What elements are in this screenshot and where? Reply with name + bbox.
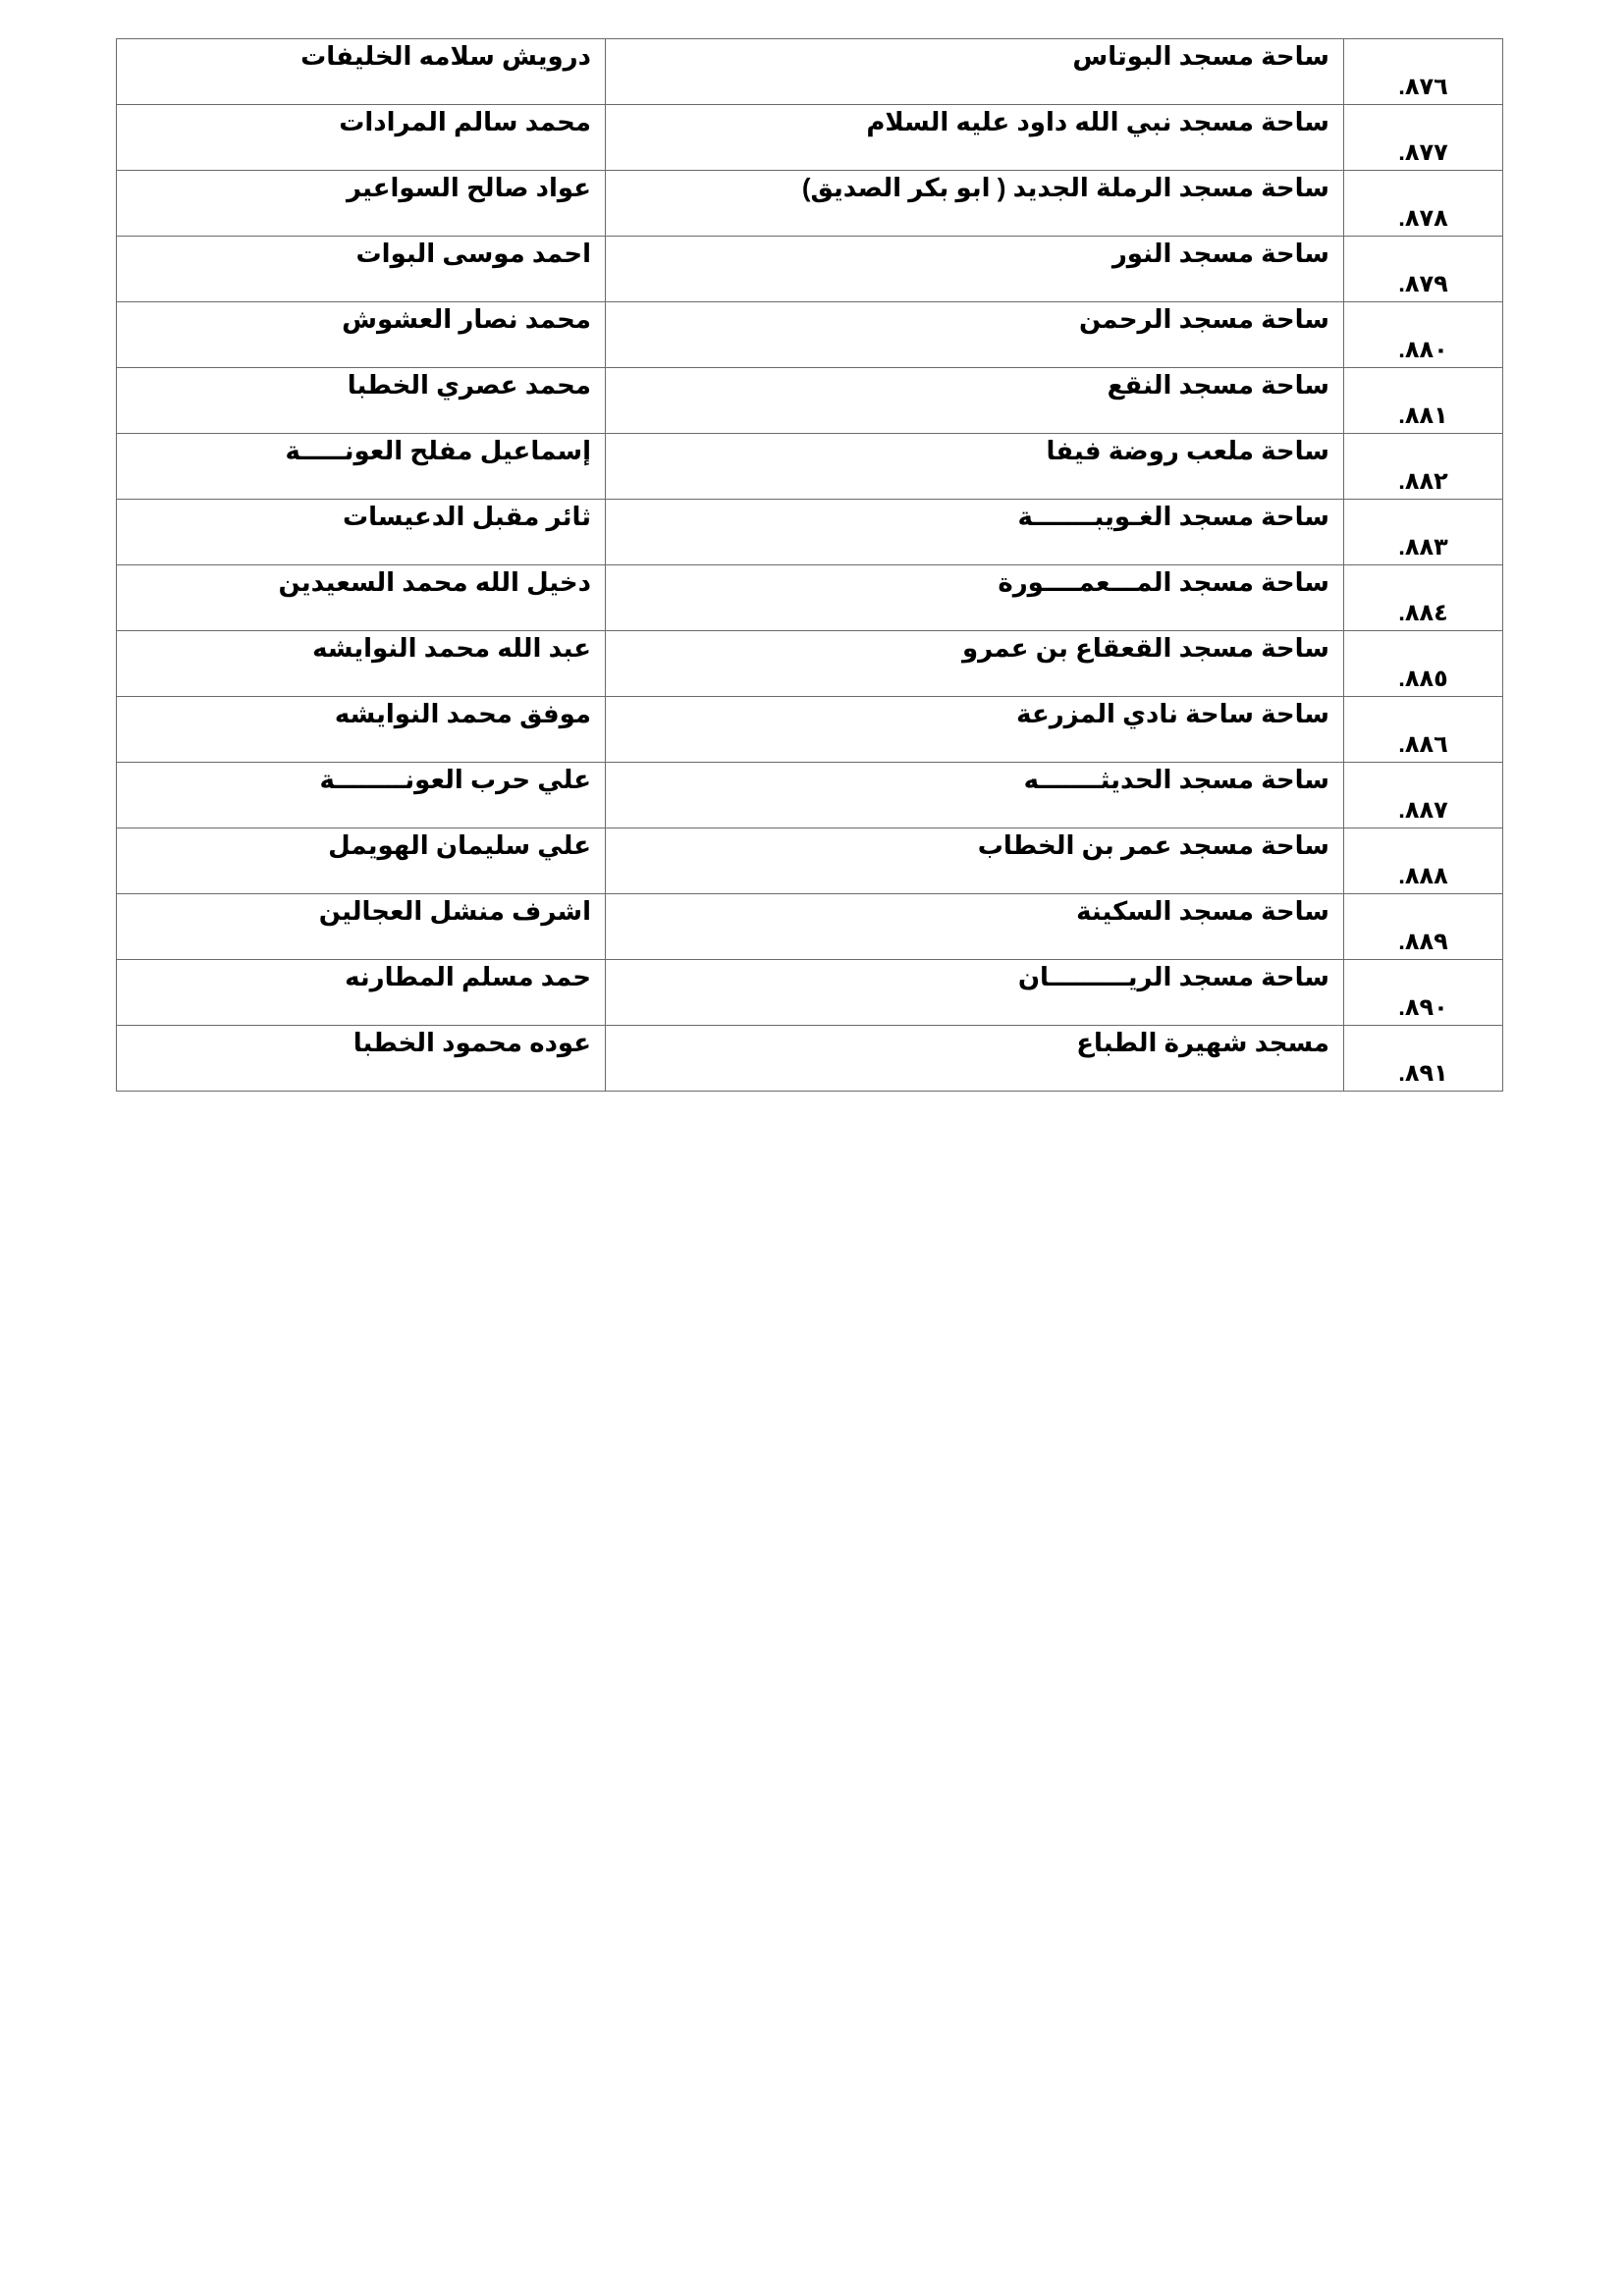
table-row (117, 368, 1503, 434)
location-cell: ساحة مسجد الحديثـــــــه (606, 763, 1344, 828)
imam-name-cell: موفق محمد النوايشه (117, 697, 606, 763)
imam-name-cell: محمد عصري الخطبا (117, 368, 606, 434)
table-row (117, 763, 1503, 828)
row-number: ٨٨٦. (1398, 731, 1448, 758)
location-cell: ساحة مسجد القعقاع بن عمرو (606, 631, 1344, 697)
row-number: ٨٧٩. (1398, 271, 1448, 297)
row-number-cell (1344, 434, 1503, 500)
location-cell: ساحة مسجد النقع (606, 368, 1344, 434)
row-number: ٨٨٠. (1398, 337, 1448, 363)
location-cell: ساحة مسجد الغـويبـــــــة (606, 500, 1344, 565)
imam-name-cell: ثائر مقبل الدعيسات (117, 500, 606, 565)
imam-name-cell: اشرف منشل العجالين (117, 894, 606, 960)
table-row (117, 894, 1503, 960)
table-row (117, 105, 1503, 171)
location-cell: ساحة مسجد الريـــــــــان (606, 960, 1344, 1026)
location-cell: ساحة ملعب روضة فيفا (606, 434, 1344, 500)
row-number: ٨٨٣. (1398, 534, 1448, 561)
row-number: ٨٨٢. (1398, 468, 1448, 495)
row-number-cell (1344, 631, 1503, 697)
location-cell: ساحة مسجد الرحمن (606, 302, 1344, 368)
table-row (117, 1026, 1503, 1092)
row-number-cell (1344, 697, 1503, 763)
prayer-locations-table (116, 38, 1503, 1092)
row-number: ٨٨٧. (1398, 797, 1448, 824)
table-row (117, 697, 1503, 763)
row-number-cell (1344, 237, 1503, 302)
imam-name-cell: دخيل الله محمد السعيدين (117, 565, 606, 631)
row-number-cell (1344, 565, 1503, 631)
row-number: ٨٧٦. (1398, 74, 1448, 100)
row-number-cell (1344, 368, 1503, 434)
row-number: ٨٧٧. (1398, 139, 1448, 166)
imam-name-cell: محمد سالم المرادات (117, 105, 606, 171)
row-number-cell (1344, 500, 1503, 565)
table-row (117, 631, 1503, 697)
imam-name-cell: عوده محمود الخطبا (117, 1026, 606, 1092)
imam-name-cell: عبد الله محمد النوايشه (117, 631, 606, 697)
table-row (117, 565, 1503, 631)
imam-name-cell: احمد موسى البوات (117, 237, 606, 302)
location-cell: ساحة ساحة نادي المزرعة (606, 697, 1344, 763)
row-number: ٨٨١. (1398, 402, 1448, 429)
location-cell: ساحة مسجد المـــعمــــورة (606, 565, 1344, 631)
row-number-cell (1344, 39, 1503, 105)
row-number-cell (1344, 171, 1503, 237)
row-number-cell (1344, 960, 1503, 1026)
table-row (117, 39, 1503, 105)
row-number: ٨٨٤. (1398, 600, 1448, 626)
table-row (117, 960, 1503, 1026)
location-cell: ساحة مسجد السكينة (606, 894, 1344, 960)
imam-name-cell: علي حرب العونــــــــة (117, 763, 606, 828)
table-row (117, 171, 1503, 237)
table-row (117, 302, 1503, 368)
imam-name-cell: محمد نصار العشوش (117, 302, 606, 368)
location-cell: ساحة مسجد عمر بن الخطاب (606, 828, 1344, 894)
row-number: ٨٧٨. (1398, 205, 1448, 232)
location-cell: ساحة مسجد النور (606, 237, 1344, 302)
row-number-cell (1344, 302, 1503, 368)
row-number-cell (1344, 763, 1503, 828)
imam-name-cell: علي سليمان الهويمل (117, 828, 606, 894)
row-number: ٨٨٥. (1398, 666, 1448, 692)
imam-name-cell: عواد صالح السواعير (117, 171, 606, 237)
table-row (117, 434, 1503, 500)
row-number-cell (1344, 105, 1503, 171)
location-cell: ساحة مسجد البوتاس (606, 39, 1344, 105)
row-number-cell (1344, 894, 1503, 960)
table-row (117, 237, 1503, 302)
row-number: ٨٨٨. (1398, 863, 1448, 889)
location-cell: ساحة مسجد نبي الله داود عليه السلام (606, 105, 1344, 171)
table-row (117, 500, 1503, 565)
location-cell: مسجد شهيرة الطباع (606, 1026, 1344, 1092)
row-number-cell (1344, 828, 1503, 894)
table-body (117, 39, 1503, 1092)
imam-name-cell: إسماعيل مفلح العونـــــة (117, 434, 606, 500)
imam-name-cell: درويش سلامه الخليفات (117, 39, 606, 105)
location-cell: ساحة مسجد الرملة الجديد ( ابو بكر الصديق) (606, 171, 1344, 237)
row-number-cell (1344, 1026, 1503, 1092)
row-number: ٨٩٠. (1398, 994, 1448, 1021)
row-number: ٨٨٩. (1398, 929, 1448, 955)
imam-name-cell: حمد مسلم المطارنه (117, 960, 606, 1026)
row-number: ٨٩١. (1398, 1060, 1448, 1087)
table-row (117, 828, 1503, 894)
